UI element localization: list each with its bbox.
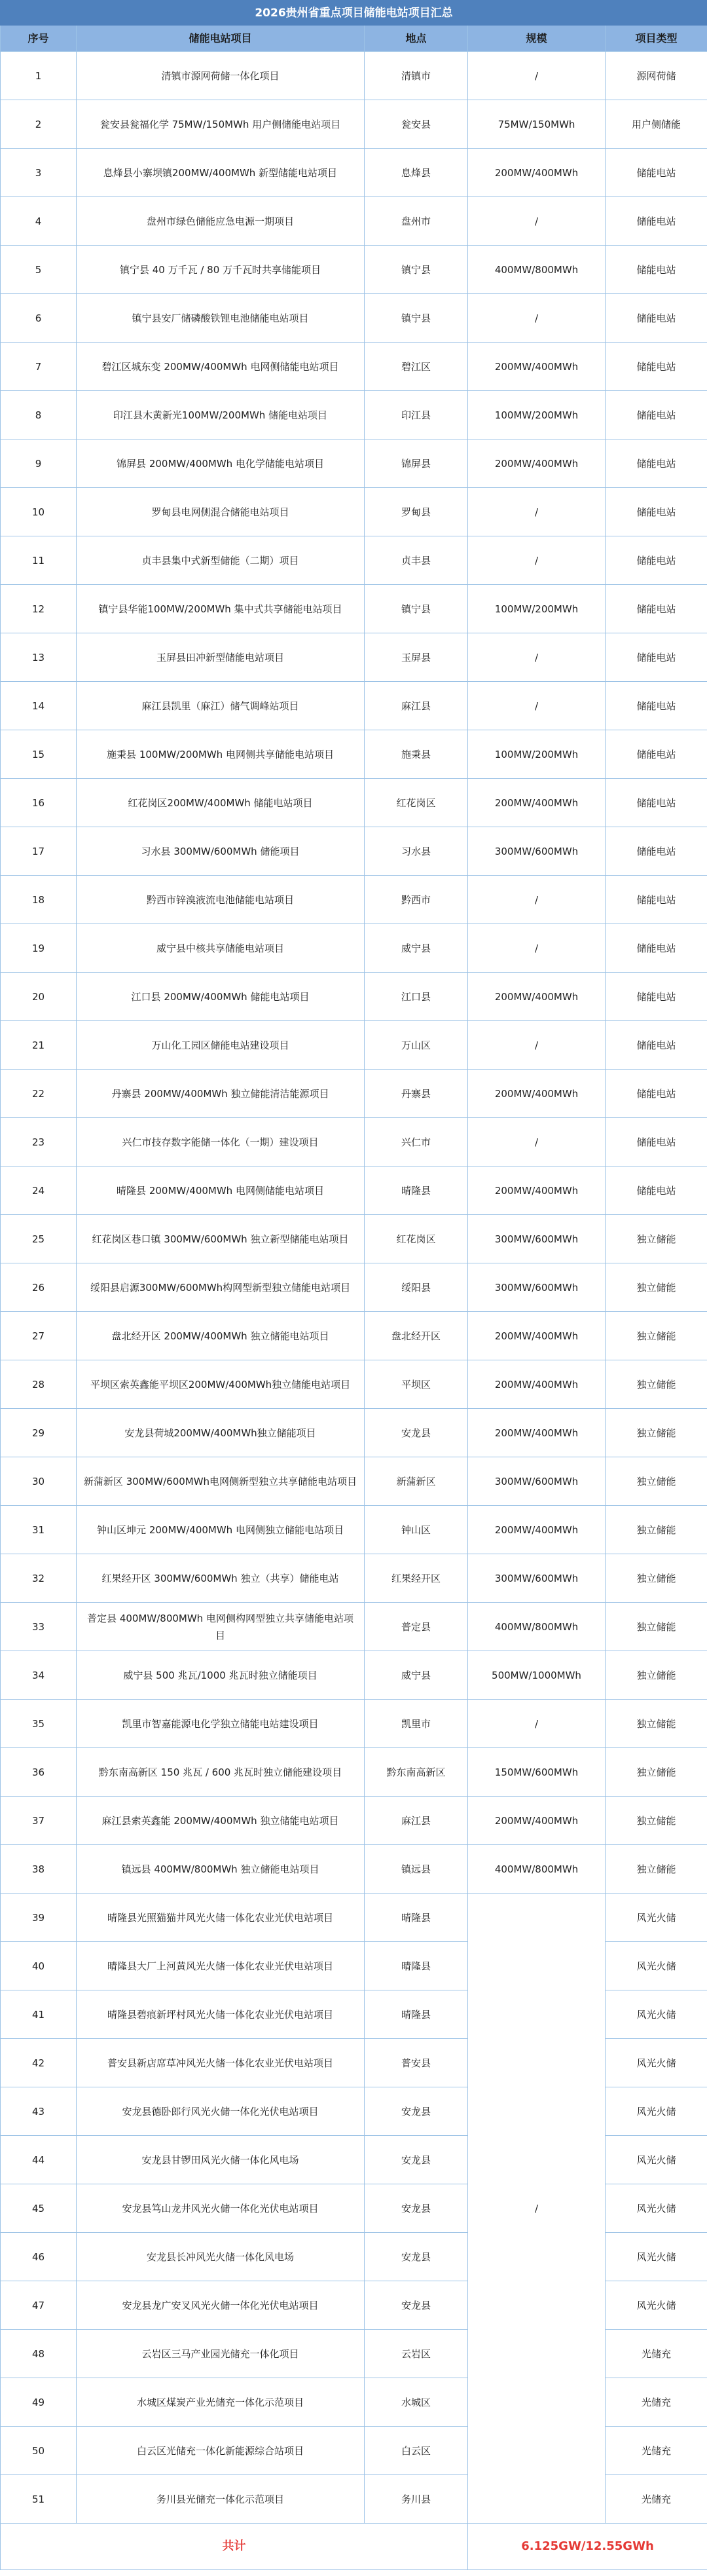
table-row [1,1506,707,1554]
row-place: 红花岗区 [365,779,468,827]
row-place: 凯里市 [365,1700,468,1748]
row-place: 镇宁县 [365,246,468,294]
row-scale: / [468,197,606,246]
row-type: 用户侧储能 [606,100,707,149]
row-project-name: 红花岗区巷口镇 300MW/600MWh 独立新型储能电站项目 [77,1215,365,1263]
row-type: 风光火储 [606,2087,707,2136]
row-scale: 100MW/200MWh [468,730,606,779]
table-row [1,1167,707,1215]
row-scale: 300MW/600MWh [468,827,606,876]
row-no: 27 [1,1312,77,1360]
row-place: 息烽县 [365,149,468,197]
row-no: 14 [1,682,77,730]
row-no: 39 [1,1894,77,1942]
row-place: 安龙县 [365,2136,468,2184]
row-scale: 200MW/400MWh [468,1167,606,1215]
row-place: 黔东南高新区 [365,1748,468,1797]
row-type: 独立储能 [606,1603,707,1651]
row-place: 碧江区 [365,343,468,391]
row-project-name: 威宁县中核共享储能电站项目 [77,924,365,973]
row-project-name: 黔西市锌溴液流电池储能电站项目 [77,876,365,924]
row-type: 风光火储 [606,2233,707,2281]
row-type: 储能电站 [606,391,707,439]
row-project-name: 安龙县甘锣田风光火储一体化风电场 [77,2136,365,2184]
row-place: 兴仁市 [365,1118,468,1167]
table-row [1,827,707,876]
row-type: 储能电站 [606,973,707,1021]
row-place: 安龙县 [365,2087,468,2136]
table-row [1,1554,707,1603]
row-type: 独立储能 [606,1506,707,1554]
row-no: 29 [1,1409,77,1457]
row-type: 风光火储 [606,1894,707,1942]
row-no: 41 [1,1990,77,2039]
row-project-name: 江口县 200MW/400MWh 储能电站项目 [77,973,365,1021]
row-place: 镇远县 [365,1845,468,1894]
table-row [1,682,707,730]
table-row [1,876,707,924]
row-no: 3 [1,149,77,197]
row-scale: 200MW/400MWh [468,1409,606,1457]
row-place: 晴隆县 [365,1894,468,1942]
row-scale: / [468,924,606,973]
row-no: 19 [1,924,77,973]
row-scale: 100MW/200MWh [468,391,606,439]
row-scale: 75MW/150MWh [468,100,606,149]
row-no: 45 [1,2184,77,2233]
row-no: 22 [1,1070,77,1118]
row-type: 独立储能 [606,1409,707,1457]
row-type: 储能电站 [606,633,707,682]
row-type: 储能电站 [606,488,707,536]
row-scale: 100MW/200MWh [468,585,606,633]
row-type: 独立储能 [606,1797,707,1845]
row-place: 安龙县 [365,2281,468,2330]
row-scale: 200MW/400MWh [468,1312,606,1360]
row-scale: 400MW/800MWh [468,1845,606,1894]
row-type: 储能电站 [606,536,707,585]
table-row [1,1700,707,1748]
row-scale: 200MW/400MWh [468,343,606,391]
row-no: 13 [1,633,77,682]
row-type: 独立储能 [606,1651,707,1700]
row-place: 安龙县 [365,2233,468,2281]
row-scale: 200MW/400MWh [468,149,606,197]
total-label: 共计 [1,2524,468,2570]
table-row [1,1651,707,1700]
table-row [1,1894,707,1942]
row-project-name: 施秉县 100MW/200MWh 电网侧共享储能电站项目 [77,730,365,779]
row-no: 50 [1,2427,77,2475]
row-place: 麻江县 [365,1797,468,1845]
row-scale: 200MW/400MWh [468,1360,606,1409]
row-scale: / [468,1118,606,1167]
row-project-name: 罗甸县电网侧混合储能电站项目 [77,488,365,536]
row-place: 安龙县 [365,2184,468,2233]
row-place: 钟山区 [365,1506,468,1554]
row-place: 水城区 [365,2378,468,2427]
row-project-name: 瓮安县瓮福化学 75MW/150MWh 用户侧储能电站项目 [77,100,365,149]
row-type: 独立储能 [606,1748,707,1797]
row-type: 源网荷储 [606,52,707,100]
row-project-name: 贞丰县集中式新型储能（二期）项目 [77,536,365,585]
table-title-row [1,1,707,26]
table-row [1,391,707,439]
row-place: 新蒲新区 [365,1457,468,1506]
row-place: 贞丰县 [365,536,468,585]
row-scale: 150MW/600MWh [468,1748,606,1797]
row-project-name: 平坝区索英鑫能平坝区200MW/400MWh独立储能电站项目 [77,1360,365,1409]
row-project-name: 安龙县荷城200MW/400MWh独立储能项目 [77,1409,365,1457]
row-project-name: 镇远县 400MW/800MWh 独立储能电站项目 [77,1845,365,1894]
row-project-name: 晴隆县 200MW/400MWh 电网侧储能电站项目 [77,1167,365,1215]
header-type: 项目类型 [606,26,707,52]
row-type: 风光火储 [606,1942,707,1990]
row-type: 风光火储 [606,2039,707,2087]
row-no: 7 [1,343,77,391]
row-project-name: 晴隆县大厂上河黄风光火储一体化农业光伏电站项目 [77,1942,365,1990]
row-type: 储能电站 [606,246,707,294]
row-place: 习水县 [365,827,468,876]
row-project-name: 清镇市源网荷储一体化项目 [77,52,365,100]
row-type: 储能电站 [606,1167,707,1215]
row-place: 绥阳县 [365,1263,468,1312]
table-row [1,633,707,682]
row-no: 12 [1,585,77,633]
table-row [1,246,707,294]
row-project-name: 云岩区三马产业园光储充一体化项目 [77,2330,365,2378]
table-row [1,1845,707,1894]
row-type: 光储充 [606,2330,707,2378]
row-type: 独立储能 [606,1845,707,1894]
table-row [1,924,707,973]
row-project-name: 镇宁县 40 万千瓦 / 80 万千瓦时共享储能项目 [77,246,365,294]
row-no: 1 [1,52,77,100]
row-scale: 300MW/600MWh [468,1554,606,1603]
total-value: 6.125GW/12.55GWh [468,2524,707,2570]
table-row [1,730,707,779]
row-scale: 300MW/600MWh [468,1263,606,1312]
row-place: 锦屏县 [365,439,468,488]
row-type: 储能电站 [606,1070,707,1118]
table-row [1,343,707,391]
row-scale: 200MW/400MWh [468,1797,606,1845]
row-scale: / [468,52,606,100]
row-project-name: 麻江县凯里（麻江）储气调峰站项目 [77,682,365,730]
row-no: 2 [1,100,77,149]
row-project-name: 兴仁市技存数字能储一体化（一期）建设项目 [77,1118,365,1167]
row-type: 独立储能 [606,1457,707,1506]
row-no: 40 [1,1942,77,1990]
table-header-row [1,26,707,52]
row-place: 盘州市 [365,197,468,246]
table-row [1,1215,707,1263]
header-project: 储能电站项目 [77,26,365,52]
row-project-name: 镇宁县华能100MW/200MWh 集中式共享储能电站项目 [77,585,365,633]
row-no: 48 [1,2330,77,2378]
row-scale: / [468,294,606,343]
row-project-name: 盘州市绿色储能应急电源一期项目 [77,197,365,246]
row-no: 24 [1,1167,77,1215]
row-type: 独立储能 [606,1312,707,1360]
row-place: 江口县 [365,973,468,1021]
row-scale: / [468,1700,606,1748]
table-row [1,973,707,1021]
row-scale: / [468,536,606,585]
row-no: 9 [1,439,77,488]
row-type: 储能电站 [606,730,707,779]
row-project-name: 锦屏县 200MW/400MWh 电化学储能电站项目 [77,439,365,488]
row-place: 红果经开区 [365,1554,468,1603]
table-row [1,1118,707,1167]
row-project-name: 红果经开区 300MW/600MWh 独立（共享）储能电站 [77,1554,365,1603]
row-type: 独立储能 [606,1215,707,1263]
table-row [1,1603,707,1651]
row-place: 晴隆县 [365,1942,468,1990]
row-project-name: 安龙县德卧郎行风光火储一体化光伏电站项目 [77,2087,365,2136]
merged-scale: / [468,1894,606,2524]
table-row [1,488,707,536]
row-place: 普定县 [365,1603,468,1651]
row-place: 万山区 [365,1021,468,1070]
row-no: 42 [1,2039,77,2087]
row-type: 风光火储 [606,1990,707,2039]
table-title: 2026贵州省重点项目储能电站项目汇总 [1,1,707,26]
table-row [1,197,707,246]
row-no: 11 [1,536,77,585]
row-type: 风光火储 [606,2136,707,2184]
row-scale: / [468,633,606,682]
row-project-name: 普定县 400MW/800MWh 电网侧构网型独立共享储能电站项目 [77,1603,365,1651]
row-no: 38 [1,1845,77,1894]
row-type: 储能电站 [606,827,707,876]
row-no: 28 [1,1360,77,1409]
row-project-name: 息烽县小寨坝镇200MW/400MWh 新型储能电站项目 [77,149,365,197]
row-no: 18 [1,876,77,924]
row-no: 44 [1,2136,77,2184]
row-no: 49 [1,2378,77,2427]
table-row [1,439,707,488]
row-place: 麻江县 [365,682,468,730]
row-no: 16 [1,779,77,827]
row-project-name: 安龙县笃山龙井风光火储一体化光伏电站项目 [77,2184,365,2233]
row-project-name: 威宁县 500 兆瓦/1000 兆瓦时独立储能项目 [77,1651,365,1700]
row-project-name: 凯里市智嘉能源电化学独立储能电站建设项目 [77,1700,365,1748]
table-row [1,1797,707,1845]
row-type: 储能电站 [606,197,707,246]
row-no: 25 [1,1215,77,1263]
row-no: 51 [1,2475,77,2524]
table-row [1,149,707,197]
table-row [1,1360,707,1409]
row-type: 储能电站 [606,439,707,488]
row-project-name: 黔东南高新区 150 兆瓦 / 600 兆瓦时独立储能建设项目 [77,1748,365,1797]
row-place: 晴隆县 [365,1167,468,1215]
row-scale: 200MW/400MWh [468,973,606,1021]
row-scale: 300MW/600MWh [468,1215,606,1263]
row-type: 独立储能 [606,1263,707,1312]
row-no: 37 [1,1797,77,1845]
row-place: 平坝区 [365,1360,468,1409]
row-project-name: 镇宁县安厂储磷酸铁锂电池储能电站项目 [77,294,365,343]
table-row [1,52,707,100]
table-row [1,294,707,343]
row-no: 20 [1,973,77,1021]
row-no: 21 [1,1021,77,1070]
row-place: 白云区 [365,2427,468,2475]
row-type: 光储充 [606,2475,707,2524]
row-scale: 200MW/400MWh [468,1070,606,1118]
table-row [1,1409,707,1457]
row-place: 黔西市 [365,876,468,924]
table-row [1,1312,707,1360]
row-project-name: 晴隆县光照猫猫井风光火储一体化农业光伏电站项目 [77,1894,365,1942]
row-type: 储能电站 [606,779,707,827]
row-scale: 200MW/400MWh [468,779,606,827]
row-no: 5 [1,246,77,294]
row-no: 36 [1,1748,77,1797]
row-place: 红花岗区 [365,1215,468,1263]
row-type: 储能电站 [606,682,707,730]
row-place: 罗甸县 [365,488,468,536]
row-scale: / [468,682,606,730]
row-no: 23 [1,1118,77,1167]
row-project-name: 安龙县长冲风光火储一体化风电场 [77,2233,365,2281]
row-no: 32 [1,1554,77,1603]
row-no: 35 [1,1700,77,1748]
row-place: 施秉县 [365,730,468,779]
table-row [1,1748,707,1797]
row-type: 储能电站 [606,1021,707,1070]
table-row [1,1263,707,1312]
row-place: 威宁县 [365,1651,468,1700]
table-row [1,1021,707,1070]
row-place: 云岩区 [365,2330,468,2378]
row-type: 储能电站 [606,343,707,391]
row-scale: 300MW/600MWh [468,1457,606,1506]
row-place: 安龙县 [365,1409,468,1457]
row-place: 威宁县 [365,924,468,973]
table-row [1,536,707,585]
row-type: 风光火储 [606,2281,707,2330]
row-no: 8 [1,391,77,439]
row-type: 储能电站 [606,876,707,924]
row-type: 储能电站 [606,924,707,973]
row-project-name: 丹寨县 200MW/400MWh 独立储能清洁能源项目 [77,1070,365,1118]
row-project-name: 印江县木黄新光100MW/200MWh 储能电站项目 [77,391,365,439]
header-scale: 规模 [468,26,606,52]
header-no: 序号 [1,26,77,52]
row-place: 镇宁县 [365,294,468,343]
row-no: 30 [1,1457,77,1506]
row-place: 务川县 [365,2475,468,2524]
row-place: 印江县 [365,391,468,439]
row-no: 47 [1,2281,77,2330]
row-project-name: 务川县光储充一体化示范项目 [77,2475,365,2524]
total-row [1,2524,707,2570]
row-no: 26 [1,1263,77,1312]
row-no: 31 [1,1506,77,1554]
row-scale: / [468,488,606,536]
row-project-name: 绥阳县启源300MW/600MWh构网型新型独立储能电站项目 [77,1263,365,1312]
row-project-name: 习水县 300MW/600MWh 储能项目 [77,827,365,876]
row-type: 独立储能 [606,1700,707,1748]
row-type: 独立储能 [606,1554,707,1603]
row-no: 34 [1,1651,77,1700]
row-scale: 200MW/400MWh [468,1506,606,1554]
row-project-name: 玉屏县田冲新型储能电站项目 [77,633,365,682]
row-type: 独立储能 [606,1360,707,1409]
row-project-name: 晴隆县碧痕新坪村风光火储一体化农业光伏电站项目 [77,1990,365,2039]
row-project-name: 万山化工园区储能电站建设项目 [77,1021,365,1070]
table-row [1,1070,707,1118]
row-type: 储能电站 [606,149,707,197]
row-place: 清镇市 [365,52,468,100]
row-no: 15 [1,730,77,779]
row-scale: 400MW/800MWh [468,246,606,294]
row-type: 光储充 [606,2427,707,2475]
row-scale: 500MW/1000MWh [468,1651,606,1700]
row-project-name: 碧江区城东变 200MW/400MWh 电网侧储能电站项目 [77,343,365,391]
row-project-name: 普安县新店席草冲风光火储一体化农业光伏电站项目 [77,2039,365,2087]
header-place: 地点 [365,26,468,52]
row-project-name: 白云区光储充一体化新能源综合站项目 [77,2427,365,2475]
row-project-name: 麻江县索英鑫能 200MW/400MWh 独立储能电站项目 [77,1797,365,1845]
row-scale: 400MW/800MWh [468,1603,606,1651]
row-no: 17 [1,827,77,876]
row-no: 10 [1,488,77,536]
table-row [1,100,707,149]
row-scale: / [468,1021,606,1070]
row-place: 盘北经开区 [365,1312,468,1360]
row-project-name: 安龙县龙广安叉风光火储一体化光伏电站项目 [77,2281,365,2330]
row-no: 33 [1,1603,77,1651]
row-no: 4 [1,197,77,246]
table-row [1,585,707,633]
row-type: 储能电站 [606,294,707,343]
row-project-name: 新蒲新区 300MW/600MWh电网侧新型独立共享储能电站项目 [77,1457,365,1506]
row-place: 晴隆县 [365,1990,468,2039]
row-project-name: 水城区煤炭产业光储充一体化示范项目 [77,2378,365,2427]
row-no: 46 [1,2233,77,2281]
row-project-name: 盘北经开区 200MW/400MWh 独立储能电站项目 [77,1312,365,1360]
row-place: 镇宁县 [365,585,468,633]
row-no: 43 [1,2087,77,2136]
row-project-name: 钟山区坤元 200MW/400MWh 电网侧独立储能电站项目 [77,1506,365,1554]
row-place: 丹寨县 [365,1070,468,1118]
row-place: 瓮安县 [365,100,468,149]
row-place: 玉屏县 [365,633,468,682]
row-scale: 200MW/400MWh [468,439,606,488]
row-type: 储能电站 [606,585,707,633]
table-row [1,1457,707,1506]
row-scale: / [468,876,606,924]
row-type: 风光火储 [606,2184,707,2233]
row-place: 普安县 [365,2039,468,2087]
table-row [1,779,707,827]
row-type: 储能电站 [606,1118,707,1167]
row-project-name: 红花岗区200MW/400MWh 储能电站项目 [77,779,365,827]
row-type: 光储充 [606,2378,707,2427]
row-no: 6 [1,294,77,343]
